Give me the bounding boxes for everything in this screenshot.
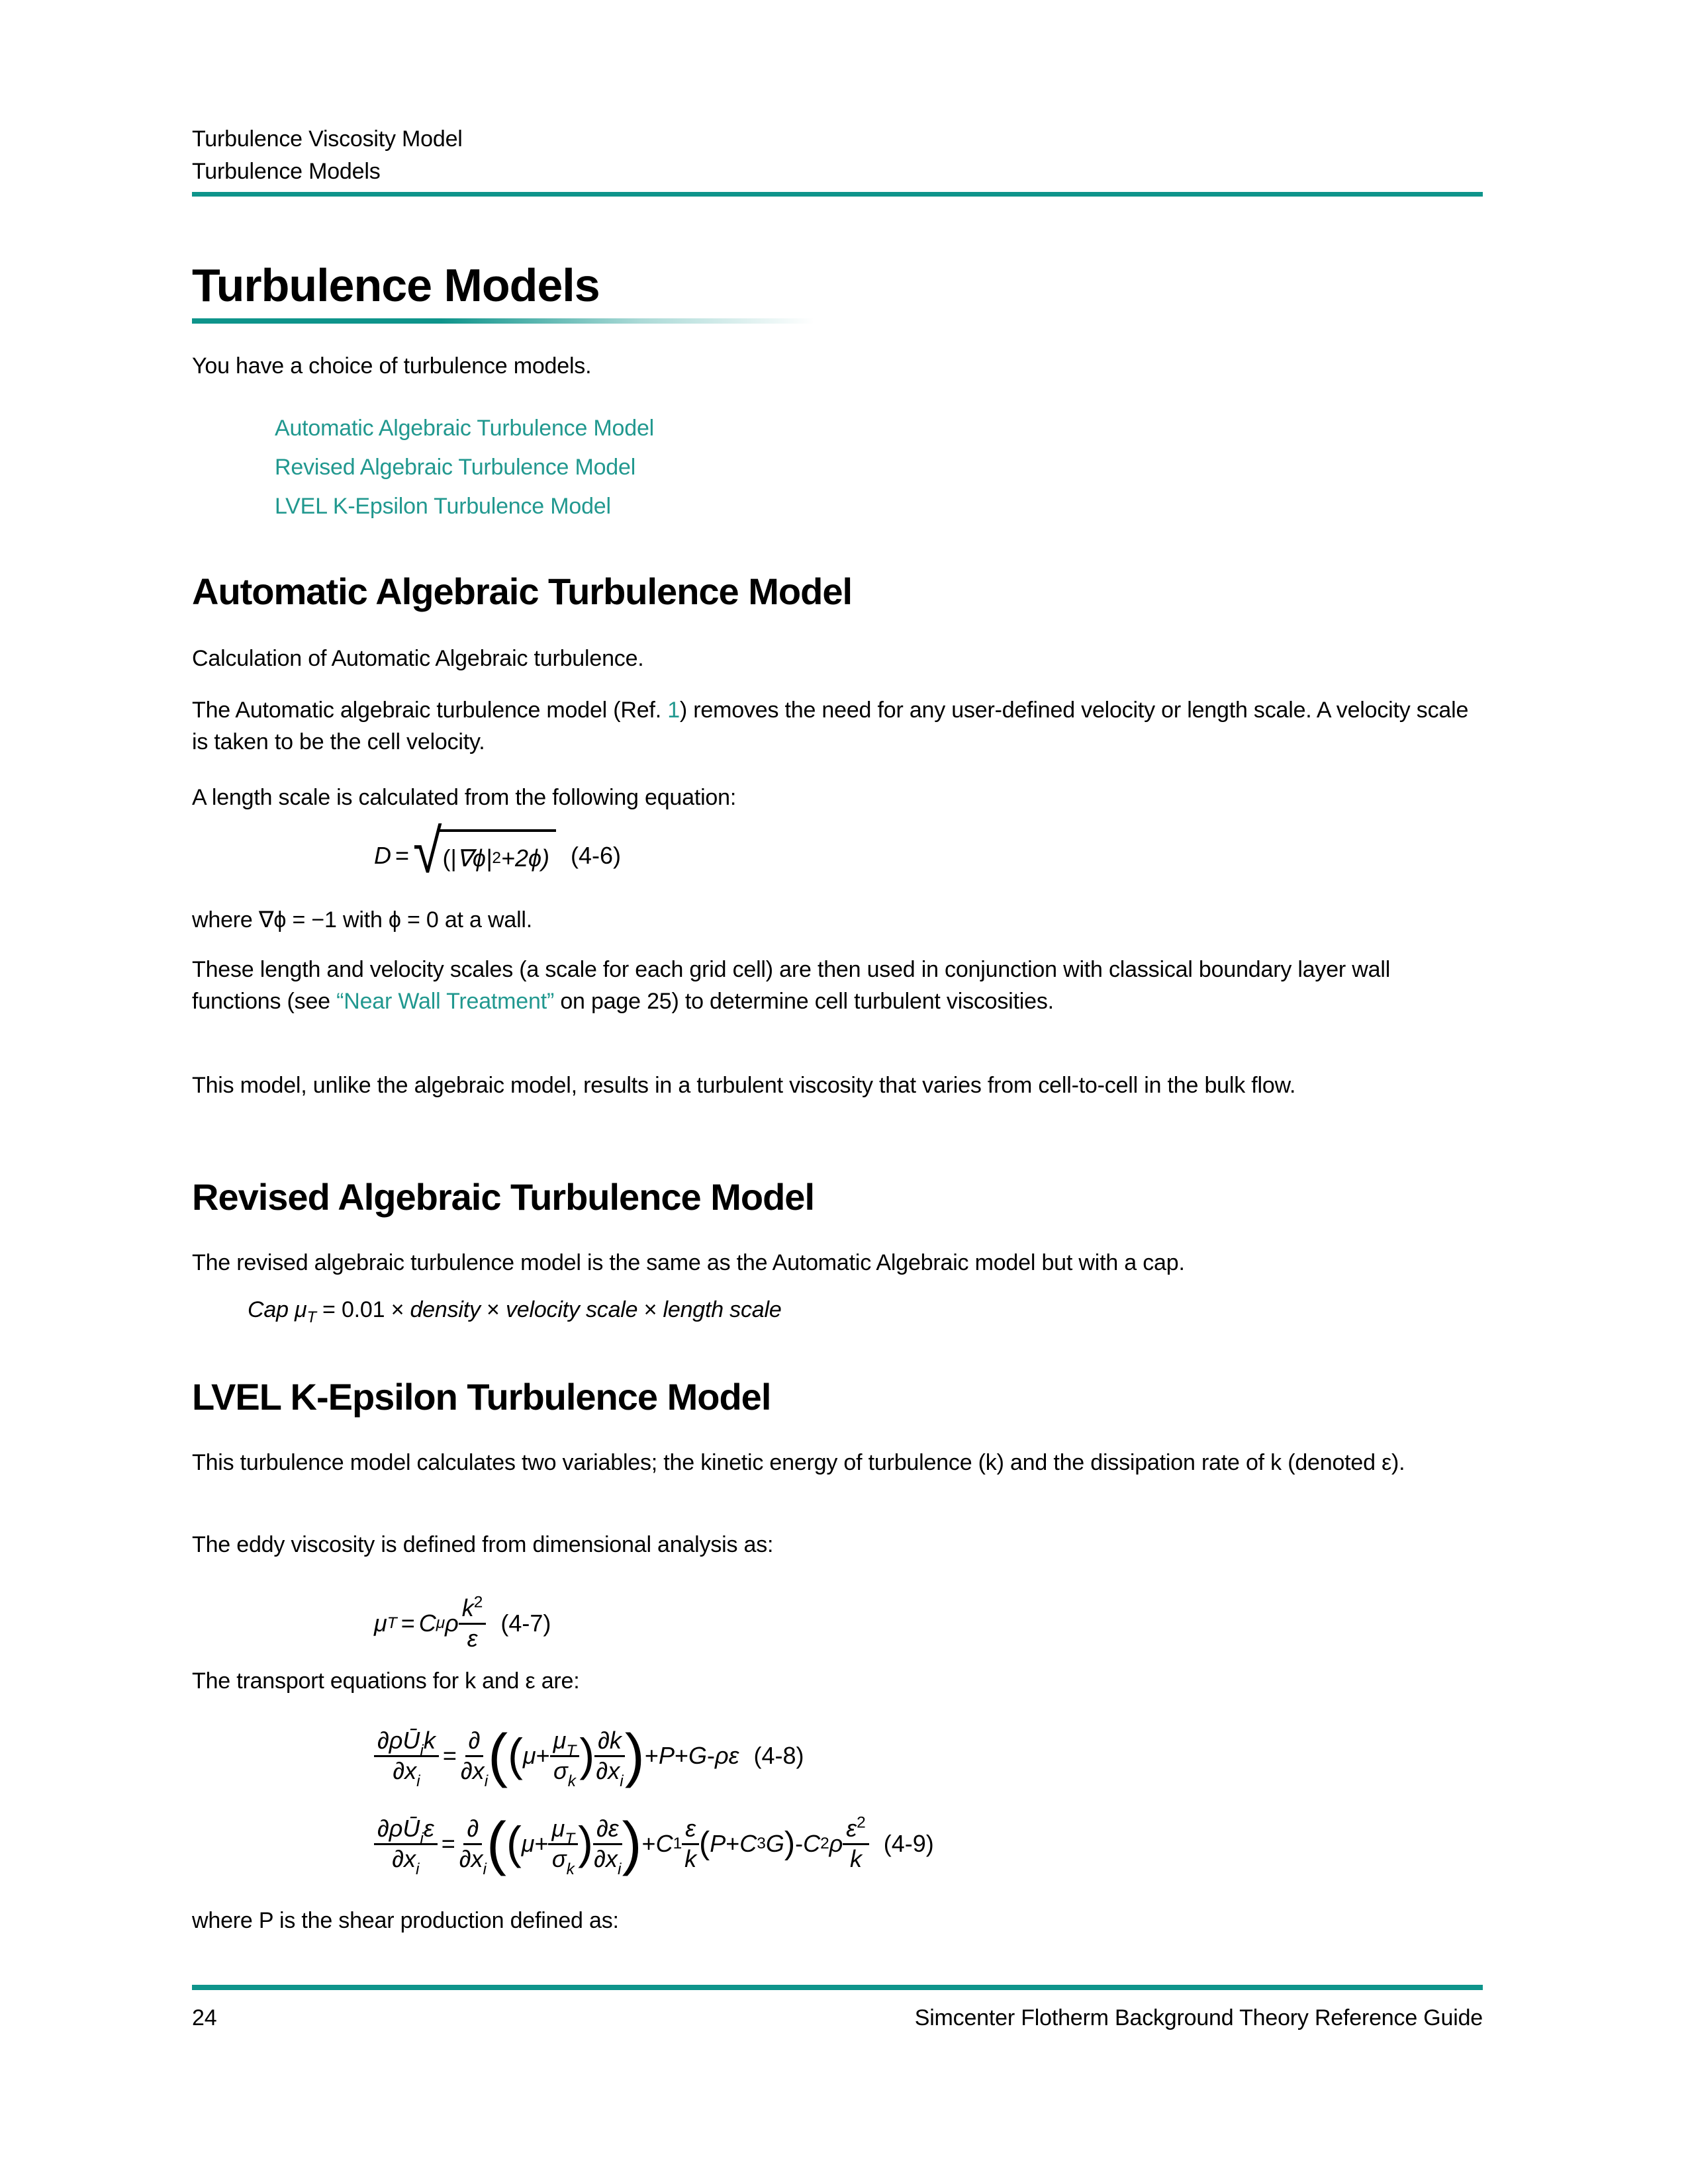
eq49-f2di: i	[483, 1860, 487, 1879]
eq48-frac-mu	[550, 1727, 580, 1791]
radical-sign: √	[413, 816, 442, 886]
cap-formula	[248, 1297, 1307, 1327]
eq47-rho: ρ	[445, 1610, 459, 1637]
eq48-f3di: i	[620, 1772, 624, 1791]
toc-links	[275, 409, 1201, 526]
eq47-equals: =	[400, 1610, 415, 1637]
paragraph-automatic-model-a: The Automatic algebraic turbulence model (Ref.	[192, 698, 668, 723]
eq49-big-close-paren: )	[622, 1810, 642, 1877]
eq48-fmd: σ	[553, 1757, 568, 1784]
eq49-frac3	[593, 1815, 622, 1879]
equation-4-9: $\frac{\partial\rho Ū_i\varepsilon}{\partial x_i}$ = $\frac{\partial}{\partial x_i}$ ( ( μ + $\frac{\mu_T}{\sigma_k}$ ) $\frac{\partial\varepsilon}{\partial x_i}$ ) + C 1 $\frac{\varepsilon}{k}$ ( P + C 3 G ) - C 2 ρ $\frac{\varepsilon^2}{k}$ (4-9)	[374, 1797, 934, 1890]
cap-velocity: velocity scale	[505, 1297, 638, 1322]
eq49-mid-open-paren: (	[699, 1825, 710, 1862]
eq49-inner-close-paren: )	[578, 1818, 593, 1869]
eq49-C1: C	[655, 1830, 673, 1857]
running-header-line2: Turbulence Models	[192, 159, 381, 184]
eq48-f3n: ∂k	[594, 1728, 625, 1757]
eq48-plus2: +	[674, 1742, 688, 1769]
eq47-k-sup: 2	[473, 1593, 483, 1612]
eq49-f3n: ∂ε	[593, 1816, 622, 1845]
paragraph-shear: where P is the shear production defined as:	[192, 1908, 619, 1933]
eq48-mu: μ	[522, 1742, 536, 1769]
eq46-nabla-phi: ∇ϕ|	[456, 844, 492, 872]
eq48-label: (4-8)	[753, 1742, 804, 1769]
eq46-radical	[413, 816, 556, 886]
footer-doc-title: Simcenter Flotherm Background Theory Reference Guide	[914, 2005, 1483, 2030]
eq49-frac-mu	[548, 1815, 578, 1879]
eq49-C2: C	[803, 1830, 821, 1857]
eq48-fmds: k	[567, 1772, 576, 1791]
paragraph-where-phi: where ∇ϕ = −1 with ϕ = 0 at a wall.	[192, 907, 533, 933]
intro-text: You have a choice of turbulence models.	[192, 353, 592, 379]
eq46-open: (|	[442, 844, 457, 872]
paragraph-revised: The revised algebraic turbulence model is the same as the Automatic Algebraic model but with a cap.	[192, 1250, 1185, 1275]
cap-length: length scale	[663, 1297, 782, 1322]
eq48-rhoeps: ρε	[715, 1742, 739, 1769]
paragraph-this-model: This model, unlike the algebraic model, results in a turbulent viscosity that varies from cell-to-cell in the bulk flow.	[192, 1073, 1296, 1098]
eq49-equals: =	[441, 1830, 455, 1857]
eq49-big-open-paren: (	[486, 1810, 506, 1877]
eq49-rho: ρ	[829, 1830, 843, 1857]
paragraph-length-scale: A length scale is calculated from the following equation:	[192, 785, 737, 810]
eq49-f1nb: ε	[423, 1815, 434, 1843]
toc-link-lvel[interactable]: LVEL K-Epsilon Turbulence Model	[275, 494, 611, 519]
eq46-radicand: (| ∇ϕ| 2 +2ϕ)	[438, 829, 556, 882]
paragraph-calculation: Calculation of Automatic Algebraic turbulence.	[192, 646, 644, 671]
eq48-f3d: ∂x	[596, 1757, 620, 1784]
eq48-inner-close-paren: )	[579, 1730, 595, 1781]
eq47-C: C	[418, 1610, 436, 1637]
page-title: Turbulence Models	[192, 259, 600, 311]
eq47-k: k	[461, 1594, 474, 1622]
eq48-fmns: T	[566, 1742, 577, 1760]
eq49-fmns: T	[565, 1830, 575, 1848]
eq49-f1na: ∂ρ	[377, 1815, 403, 1843]
eq48-P: P	[658, 1742, 675, 1769]
eq49-f3d: ∂x	[594, 1845, 618, 1872]
heading-revised: Revised Algebraic Turbulence Model	[192, 1176, 815, 1218]
eq48-f2n: ∂	[465, 1728, 484, 1757]
cap-mid: = 0.01 ×	[316, 1297, 410, 1322]
eq48-f1nu: Ū	[402, 1727, 420, 1754]
paragraph-scales	[192, 954, 1483, 1017]
page-number: 24	[192, 2005, 217, 2030]
eq49-fe2d: k	[850, 1845, 863, 1872]
eq48-f1di: i	[416, 1772, 420, 1791]
eq49-G: G	[765, 1830, 784, 1857]
eq49-fekd: k	[684, 1845, 697, 1872]
equation-4-6	[374, 816, 621, 892]
eq46-lhs: D	[374, 842, 391, 869]
footer-rule	[192, 1985, 1483, 1990]
eq49-minus: -	[795, 1830, 804, 1857]
eq49-f1nu: Ū	[402, 1815, 420, 1843]
eq48-inner-open-paren: (	[508, 1730, 523, 1781]
cap-sub-T: T	[306, 1308, 316, 1326]
eq49-inner-open-paren: (	[506, 1818, 522, 1869]
paragraph-lvel: This turbulence model calculates two variables; the kinetic energy of turbulence (k) and the dissipation rate of k (denoted ε).	[192, 1450, 1405, 1475]
ref-1-link[interactable]: 1	[667, 698, 680, 723]
eq49-f2n: ∂	[463, 1816, 482, 1845]
paragraph-scales-a: These length and velocity scales (a scale for each grid cell) are then used in conjunction with classical boundary layer wall functions (see	[192, 957, 1391, 1014]
eq49-f1di: i	[416, 1860, 420, 1879]
toc-link-automatic[interactable]: Automatic Algebraic Turbulence Model	[275, 416, 655, 441]
eq48-minus: -	[707, 1742, 715, 1769]
equation-4-7: μ T = C μ ρ $\frac{k^2}{\varepsilon}$ (4-7)	[374, 1593, 551, 1652]
cap-times-2: ×	[643, 1297, 657, 1322]
toc-link-revised[interactable]: Revised Algebraic Turbulence Model	[275, 455, 636, 480]
eq49-frac1	[374, 1815, 438, 1879]
header-rule	[192, 192, 1483, 197]
paragraph-scales-b: on page 25) to determine cell turbulent viscosities.	[554, 989, 1054, 1014]
running-header	[192, 123, 1483, 188]
cap-times-1: ×	[487, 1297, 500, 1322]
eq49-fmn: μ	[551, 1815, 565, 1843]
eq47-mu: μ	[374, 1610, 387, 1637]
eq49-plus1: +	[641, 1830, 656, 1857]
cap-density: density	[410, 1297, 481, 1322]
eq49-fekn: ε	[682, 1816, 699, 1845]
eq49-plus: +	[534, 1830, 549, 1857]
eq48-plus1: +	[644, 1742, 659, 1769]
eq48-frac2	[460, 1727, 489, 1791]
cap-word: Cap μ	[248, 1297, 307, 1322]
eq49-label: (4-9)	[883, 1830, 934, 1857]
eq49-f2d: ∂x	[459, 1845, 483, 1872]
eq49-fmds: k	[566, 1860, 575, 1879]
eq49-f1d: ∂x	[392, 1845, 416, 1872]
eq49-mu: μ	[521, 1830, 535, 1857]
eq48-f1nb: k	[423, 1727, 436, 1754]
eq48-f2di: i	[484, 1772, 489, 1791]
eq48-f1na: ∂ρ	[377, 1727, 403, 1754]
eq49-P: P	[710, 1830, 726, 1857]
equation-4-8	[374, 1713, 804, 1799]
heading-lvel: LVEL K-Epsilon Turbulence Model	[192, 1376, 771, 1418]
paragraph-eddy: The eddy viscosity is defined from dimensional analysis as:	[192, 1532, 774, 1557]
eq49-fmd: σ	[551, 1845, 567, 1872]
eq46-label: (4-6)	[570, 842, 621, 869]
eq49-C3: C	[739, 1830, 757, 1857]
eq48-frac3	[594, 1727, 625, 1791]
eq48-plus: +	[536, 1742, 550, 1769]
eq49-frac2	[459, 1815, 487, 1879]
eq47-label: (4-7)	[500, 1610, 551, 1637]
eq48-f1ni: i	[420, 1742, 424, 1760]
paragraph-transport: The transport equations for k and ε are:	[192, 1668, 580, 1694]
eq49-f3di: i	[617, 1860, 622, 1879]
eq49-frac-ek	[682, 1816, 699, 1872]
eq46-equals: =	[395, 842, 410, 869]
eq49-plus2: +	[726, 1830, 740, 1857]
eq48-big-close-paren: )	[624, 1722, 645, 1789]
running-header-line1: Turbulence Viscosity Model	[192, 126, 463, 152]
heading-automatic: Automatic Algebraic Turbulence Model	[192, 570, 853, 612]
footer	[192, 2005, 1483, 2031]
eq47-eps: ε	[467, 1625, 478, 1652]
near-wall-treatment-link[interactable]: “Near Wall Treatment”	[336, 989, 555, 1014]
paragraph-automatic-model	[192, 694, 1483, 758]
eq49-f1ni: i	[420, 1830, 424, 1848]
eq49-fe2s: 2	[857, 1813, 866, 1832]
eq47-fraction	[459, 1593, 487, 1652]
eq48-big-open-paren: (	[488, 1722, 508, 1789]
eq48-equals: =	[442, 1742, 457, 1769]
eq49-fe2n: ε	[846, 1815, 857, 1843]
paragraph-automatic-model-b: ) removes the need for any user-defined velocity or length scale. A velocity scale is taken to be the cell velocity.	[192, 698, 1469, 754]
title-underline	[192, 318, 814, 324]
eq49-frac-e2k	[843, 1813, 868, 1872]
eq48-f2d: ∂x	[460, 1757, 485, 1784]
eq49-mid-close-paren: )	[784, 1825, 796, 1862]
eq48-G: G	[688, 1742, 707, 1769]
eq48-fmn: μ	[553, 1727, 567, 1754]
eq48-f1d: ∂x	[393, 1757, 417, 1784]
eq48-frac1	[374, 1727, 439, 1791]
eq46-rest: +2ϕ)	[500, 844, 549, 872]
